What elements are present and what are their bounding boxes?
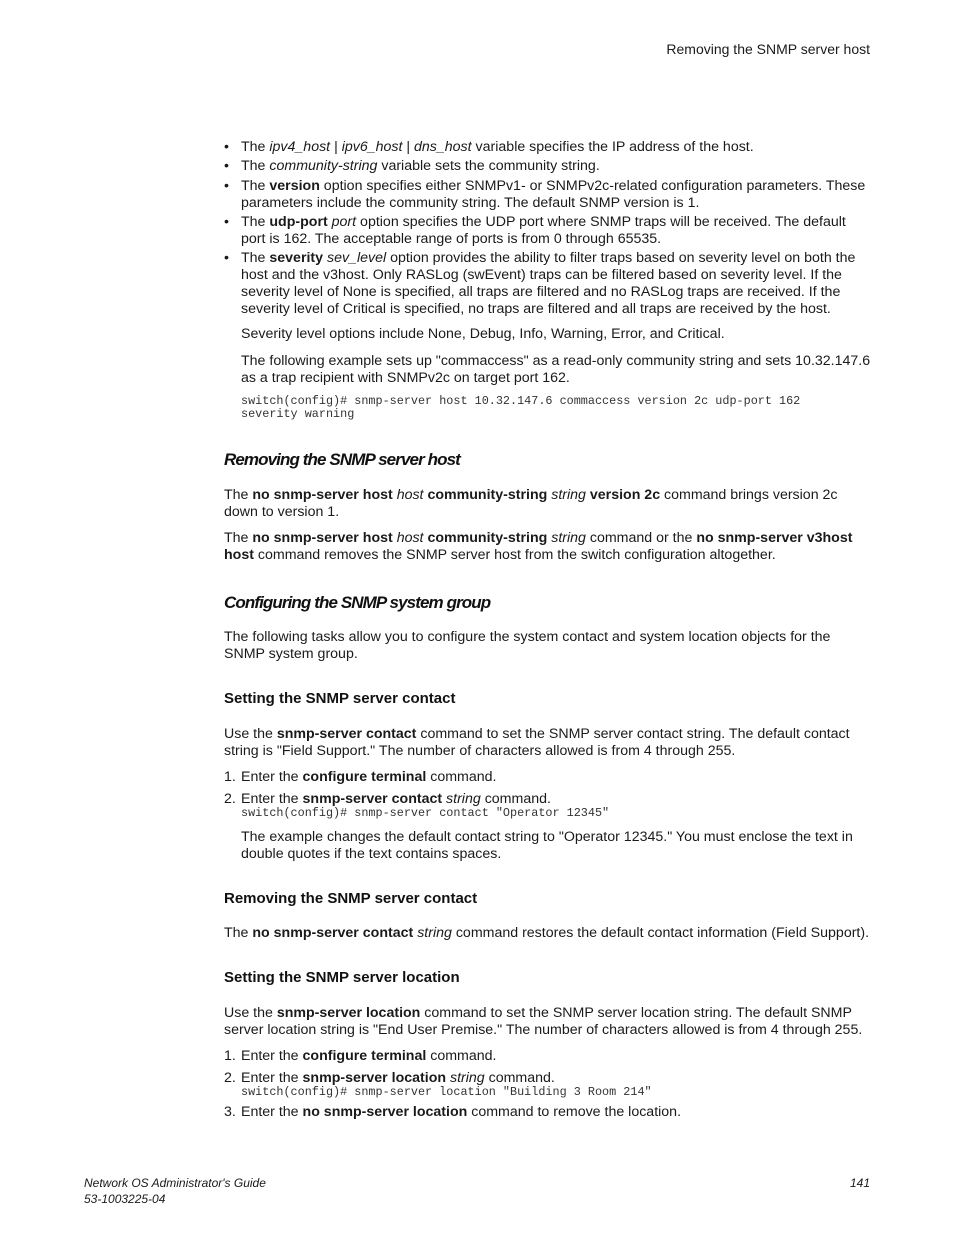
text: The [241, 178, 270, 194]
text: command restores the default contact information (Field Support). [451, 925, 870, 941]
bullet-item [224, 250, 871, 318]
paragraph [224, 1005, 864, 1039]
variable: community-string [269, 158, 378, 174]
step-number: 2. [224, 1070, 236, 1086]
text: | [330, 139, 342, 155]
text: option provides the ability to filter traps based on severity level on both the host and the v3host. Only RASLog (swEvent) traps can be filtered based on severity level. If the severity level of None is specified, all traps are filtered and no RASLog traps are received. If the severity level of Critical is specified, no traps are filtered and all traps are received by the host. [241, 250, 856, 317]
keyword: severity [269, 250, 324, 266]
variable: string [551, 487, 586, 503]
text: command to set the SNMP server contact string. The default contact string is "Field Support." The number of characters allowed is from 4 through 255. [224, 726, 850, 759]
bullet-item [224, 139, 871, 156]
keyword: snmp-server location [276, 1005, 421, 1021]
bullet-marker: • [224, 214, 229, 230]
text: The [224, 487, 253, 503]
text: The [241, 214, 270, 230]
text: option specifies the UDP port where SNMP traps will be received. The default port is 162. The acceptable range of ports is from 0 through 65535. [241, 214, 846, 247]
text: variable specifies the IP address of the host. [471, 139, 754, 155]
text: Use the [224, 1005, 277, 1021]
keyword: configure terminal [302, 1048, 427, 1064]
step-item [224, 769, 871, 786]
step-number: 3. [224, 1104, 236, 1120]
keyword: snmp-server contact [302, 791, 443, 807]
section-heading: Configuring the SNMP system group [224, 593, 491, 612]
variable: string [417, 925, 452, 941]
text: Enter the [241, 769, 303, 785]
variable: string [446, 791, 481, 807]
text: command. [484, 1070, 555, 1086]
step-number: 2. [224, 791, 236, 807]
paragraph [224, 925, 874, 942]
text: The [241, 139, 270, 155]
text: command brings version 2c down to version 1. [224, 487, 838, 520]
keyword: community-string [427, 487, 548, 503]
severity-options-paragraph: Severity level options include None, Debug, Info, Warning, Error, and Critical. [241, 326, 725, 342]
keyword: udp-port [269, 214, 328, 230]
subsection-heading: Setting the SNMP server contact [224, 690, 456, 707]
keyword: no snmp-server location [302, 1104, 468, 1120]
variable: sev_level [326, 250, 387, 266]
text: command to set the SNMP server location string. The default SNMP server location string is "End User Premise." The number of characters allowed is from 4 through 255. [224, 1005, 863, 1038]
text: command. [426, 769, 497, 785]
step-number: 1. [224, 1048, 236, 1064]
text: command. [426, 1048, 497, 1064]
text: Enter the [241, 1104, 303, 1120]
variable: string [449, 1070, 485, 1086]
keyword: no snmp-server v3host host [224, 530, 853, 563]
keyword: no snmp-server host [252, 487, 393, 503]
text: command to remove the location. [467, 1104, 682, 1120]
code-example: switch(config)# snmp-server location "Building 3 Room 214" [241, 1085, 652, 1099]
text: variable sets the community string. [377, 158, 600, 174]
keyword: snmp-server contact [276, 726, 417, 742]
text: The [224, 530, 253, 546]
text: Enter the [241, 1070, 303, 1086]
variable: string [551, 530, 586, 546]
keyword: snmp-server location [302, 1070, 447, 1086]
step-item [224, 1048, 871, 1065]
text: Enter the [241, 791, 303, 807]
bullet-item [224, 214, 871, 248]
paragraph [224, 530, 874, 564]
subsection-heading: Removing the SNMP server contact [224, 890, 478, 907]
step-item [224, 1104, 871, 1121]
variable: ipv6_host [341, 139, 403, 155]
keyword: no snmp-server contact [252, 925, 414, 941]
keyword: version 2c [589, 487, 661, 503]
text: The [241, 250, 270, 266]
variable: host [396, 530, 424, 546]
bullet-marker: • [224, 178, 229, 194]
text: option specifies either SNMPv1- or SNMPv2c-related configuration parameters. These parameters include the community string. The default SNMP version is 1. [241, 178, 866, 211]
running-header: Removing the SNMP server host [666, 41, 870, 57]
step-number: 1. [224, 769, 236, 785]
text: command removes the SNMP server host from the switch configuration altogether. [253, 547, 776, 563]
paragraph: The following tasks allow you to configure the system contact and system location objects for the SNMP system group. [224, 629, 831, 662]
variable: ipv4_host [269, 139, 331, 155]
variable: host [396, 487, 424, 503]
text: command. [480, 791, 551, 807]
keyword: version [269, 178, 320, 194]
bullet-item [224, 178, 871, 212]
footer-doc-title: Network OS Administrator's Guide [84, 1176, 266, 1190]
subsection-heading: Setting the SNMP server location [224, 969, 460, 986]
paragraph: The example changes the default contact string to "Operator 12345." You must enclose the text in double quotes if the text contains spaces. [241, 829, 853, 862]
text: Enter the [241, 1048, 303, 1064]
keyword: no snmp-server host [252, 530, 393, 546]
variable: port [331, 214, 357, 230]
text: Use the [224, 726, 277, 742]
code-example: switch(config)# snmp-server host 10.32.147.6 commaccess version 2c udp-port 162 severity warning [241, 394, 801, 421]
section-heading: Removing the SNMP server host [224, 450, 460, 469]
example-intro-paragraph: The following example sets up "commaccess" as a read-only community string and sets 10.32.147.6 as a trap recipient with SNMPv2c on target port 162. [241, 353, 871, 386]
paragraph [224, 726, 854, 760]
text: The [241, 158, 270, 174]
code-example: switch(config)# snmp-server contact "Operator 12345" [241, 806, 610, 820]
text: | [402, 139, 415, 155]
bullet-marker: • [224, 139, 229, 155]
text: command or the [585, 530, 697, 546]
paragraph [224, 487, 874, 521]
variable: dns_host [414, 139, 472, 155]
bullet-marker: • [224, 250, 229, 266]
text: The [224, 925, 253, 941]
keyword: community-string [427, 530, 548, 546]
keyword: configure terminal [302, 769, 427, 785]
footer-doc-number: 53-1003225-04 [84, 1192, 166, 1206]
bullet-marker: • [224, 158, 229, 174]
bullet-item [224, 158, 871, 175]
footer-page-number: 141 [849, 1176, 870, 1190]
